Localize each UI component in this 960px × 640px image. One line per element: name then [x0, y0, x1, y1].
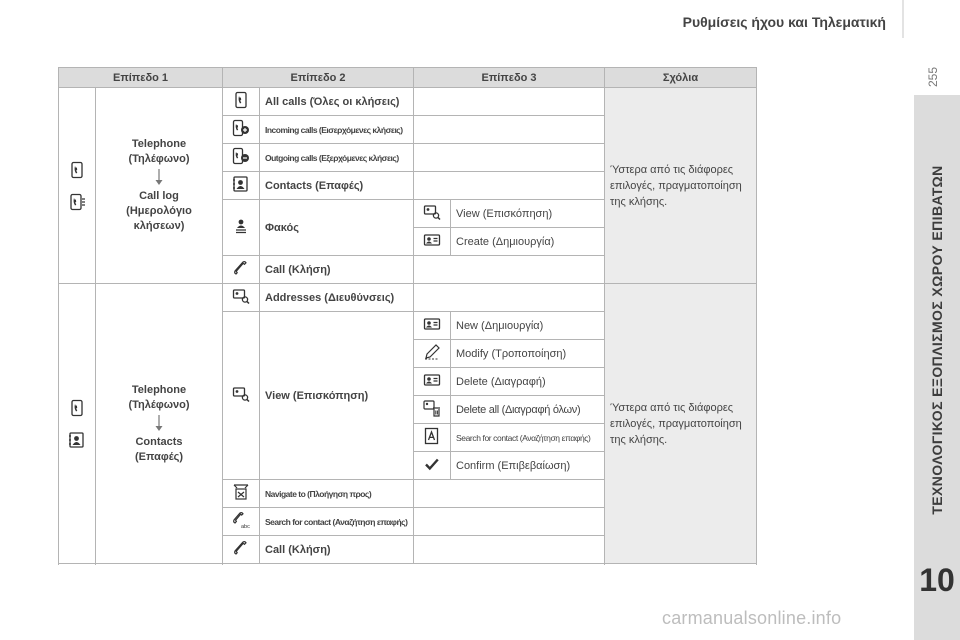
item-folder[interactable]: Φακός	[260, 200, 414, 256]
contact-card-icon	[423, 231, 441, 249]
item-view-new[interactable]: New (Δημιουργία)	[451, 312, 605, 340]
handset-icon	[232, 539, 250, 557]
menu-table	[58, 67, 757, 564]
item-navigate[interactable]: Navigate to (Πλοήγηση προς)	[260, 480, 414, 508]
contacts-icon	[232, 175, 250, 193]
handset-abc-icon	[232, 511, 250, 529]
incoming-call-icon	[232, 119, 250, 137]
call-icon-cell	[223, 536, 260, 564]
card-view-icon	[232, 287, 250, 305]
delete-icon-cell	[414, 368, 451, 396]
handset-icon	[232, 259, 250, 277]
all-calls-icon-cell	[223, 88, 260, 116]
header-divider	[902, 0, 904, 38]
contact-card-icon	[423, 315, 441, 333]
empty-level3-cell	[414, 480, 605, 508]
comment-call-log: Ύστερα από τις διάφορες επιλογές, πραγματοποίηση της κλήσης.	[605, 88, 757, 284]
view-icon-cell	[414, 200, 451, 228]
item-folder-view[interactable]: View (Επισκόπηση)	[451, 200, 605, 228]
call-icon-cell	[223, 256, 260, 284]
delete-all-icon-cell	[414, 396, 451, 424]
contacts-icon	[68, 431, 86, 449]
page-number: 255	[926, 66, 940, 88]
item-search-contact[interactable]: Search for contact (Αναζήτηση επαφής)	[260, 508, 414, 536]
empty-level3-cell	[414, 88, 605, 116]
item-contacts[interactable]: Contacts (Επαφές)	[260, 172, 414, 200]
item-addresses[interactable]: Addresses (Διευθύνσεις)	[260, 284, 414, 312]
item-incoming-calls[interactable]: Incoming calls (Εισερχόμενες κλήσεις)	[260, 116, 414, 144]
item-view-delete[interactable]: Delete (Διαγραφή)	[451, 368, 605, 396]
level1-call-log: Telephone (Τηλέφωνο) Call log (Ημερολόγιο κλήσεων)	[96, 88, 223, 284]
empty-level3-cell	[414, 536, 605, 564]
item-folder-create[interactable]: Create (Δημιουργία)	[451, 228, 605, 256]
column-header-level1: Επίπεδο 1	[59, 68, 223, 88]
outgoing-icon-cell	[223, 144, 260, 172]
view-icon-cell	[223, 312, 260, 480]
item-view-search[interactable]: Search for contact (Αναζήτηση επαφής)	[451, 424, 605, 452]
item-outgoing-calls[interactable]: Outgoing calls (Εξερχόμενες κλήσεις)	[260, 144, 414, 172]
incoming-icon-cell	[223, 116, 260, 144]
outgoing-call-icon	[232, 147, 250, 165]
empty-level3-cell	[414, 172, 605, 200]
item-view[interactable]: View (Επισκόπηση)	[260, 312, 414, 480]
create-icon-cell	[414, 228, 451, 256]
level1-icons-cell	[59, 88, 96, 284]
empty-level3-cell	[414, 144, 605, 172]
navigate-icon-cell	[223, 480, 260, 508]
column-header-level3: Επίπεδο 3	[414, 68, 605, 88]
item-view-delete-all[interactable]: Delete all (Διαγραφή όλων)	[451, 396, 605, 424]
item-view-confirm[interactable]: Confirm (Επιβεβαίωση)	[451, 452, 605, 480]
card-view-icon	[232, 385, 250, 403]
contacts-icon-cell	[223, 172, 260, 200]
navigation-icon	[232, 483, 250, 501]
level1-contacts: Telephone (Τηλέφωνο) Contacts (Επαφές)	[96, 284, 223, 564]
empty-level3-cell	[414, 508, 605, 536]
modify-icon-cell	[414, 340, 451, 368]
folder-contact-icon	[232, 217, 250, 235]
empty-level3-cell	[414, 284, 605, 312]
column-header-comments: Σχόλια	[605, 68, 757, 88]
phone-icon	[68, 399, 86, 417]
page-header-title: Ρυθμίσεις ήχου και Τηλεματική	[682, 14, 886, 30]
item-all-calls[interactable]: All calls (Όλες οι κλήσεις)	[260, 88, 414, 116]
table-row	[59, 88, 757, 116]
alphabet-search-icon	[423, 427, 441, 445]
table-header-row	[59, 68, 757, 88]
contact-card-icon	[423, 371, 441, 389]
chapter-number: 10	[919, 562, 955, 598]
empty-level3-cell	[414, 256, 605, 284]
new-icon-cell	[414, 312, 451, 340]
column-header-level2: Επίπεδο 2	[223, 68, 414, 88]
comment-contacts: Ύστερα από τις διάφορες επιλογές, πραγματοποίηση της κλήσης.	[605, 284, 757, 564]
trash-icon	[423, 399, 441, 417]
pencil-icon	[423, 343, 441, 361]
item-call[interactable]: Call (Κλήση)	[260, 256, 414, 284]
phone-icon	[232, 91, 250, 109]
phone-icon	[68, 161, 86, 179]
addresses-icon-cell	[223, 284, 260, 312]
arrow-down-icon	[154, 169, 164, 187]
call-log-icon	[68, 193, 86, 211]
confirm-icon-cell	[414, 452, 451, 480]
search-icon-cell	[414, 424, 451, 452]
table-row	[59, 284, 757, 312]
level1-icons-cell	[59, 284, 96, 564]
card-view-icon	[423, 203, 441, 221]
chapter-title: ΤΕΧΝΟΛΟΓΙΚΟΣ ΕΞΟΠΛΙΣΜΟΣ ΧΩΡΟΥ ΕΠΙΒΑΤΩΝ	[929, 165, 945, 515]
arrow-down-icon	[154, 415, 164, 433]
item-view-modify[interactable]: Modify (Τροποποίηση)	[451, 340, 605, 368]
item-call[interactable]: Call (Κλήση)	[260, 536, 414, 564]
checkmark-icon	[423, 455, 441, 473]
search-contact-icon-cell	[223, 508, 260, 536]
folder-icon-cell	[223, 200, 260, 256]
empty-level3-cell	[414, 116, 605, 144]
watermark: carmanualsonline.info	[662, 608, 842, 628]
